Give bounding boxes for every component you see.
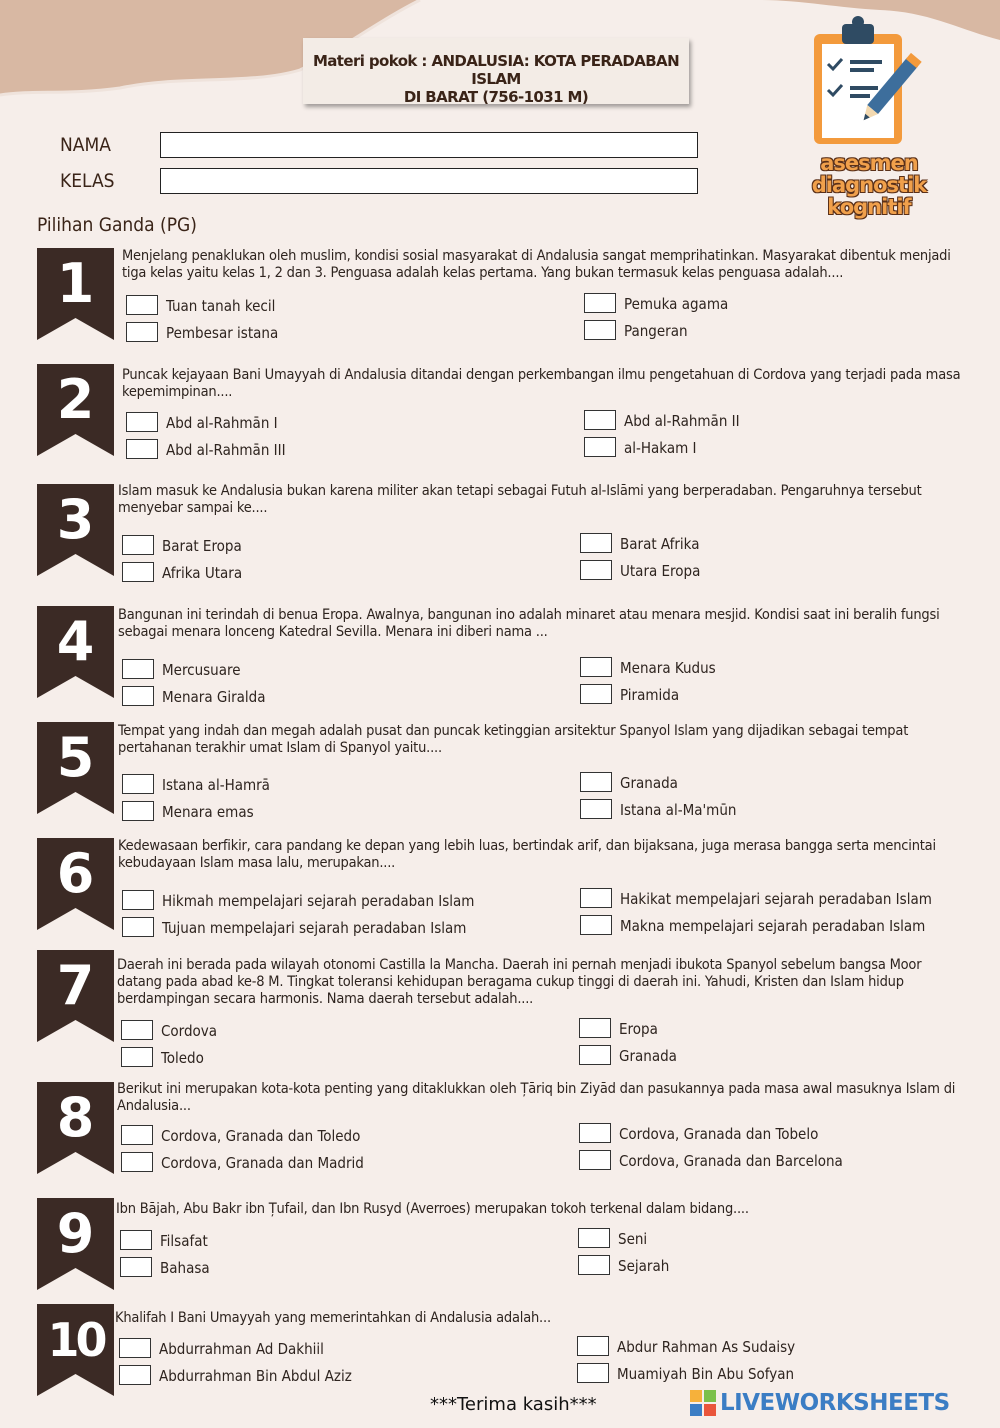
answer-checkbox[interactable] — [122, 535, 154, 555]
answer-label: Granada — [620, 774, 678, 792]
topic-title-line2: DI BARAT (756-1031 M) — [403, 88, 589, 106]
question-number-flag — [37, 484, 114, 576]
answer-checkbox[interactable] — [122, 917, 154, 937]
answer-checkbox[interactable] — [577, 1363, 609, 1383]
answer-checkbox[interactable] — [584, 293, 616, 313]
answer-checkbox[interactable] — [579, 1150, 611, 1170]
liveworksheets-text: LIVEWORKSHEETS — [720, 1390, 950, 1416]
answer-checkbox[interactable] — [580, 533, 612, 553]
answer-label: Toledo — [161, 1049, 204, 1067]
answer-checkbox[interactable] — [577, 1336, 609, 1356]
answer-label: Pangeran — [624, 322, 688, 340]
question-number-flag — [37, 248, 114, 340]
kelas-label: KELAS — [60, 170, 115, 192]
nama-label: NAMA — [60, 134, 111, 156]
question-text: Khalifah I Bani Umayyah yang memerintahkan di Andalusia adalah... — [115, 1310, 551, 1326]
answer-checkbox[interactable] — [580, 657, 612, 677]
kelas-input[interactable] — [160, 168, 698, 194]
question-number-flag — [37, 364, 114, 456]
answer-label: Cordova, Granada dan Tobelo — [619, 1125, 819, 1143]
question-text: Kedewasaan berfikir, cara pandang ke depan yang lebih luas, bertindak arif, dan bijaksana, juga merasa bangga serta mencintai kebudayaan Islam masa lalu, merupakan.... — [118, 838, 936, 871]
answer-checkbox[interactable] — [122, 659, 154, 679]
question-number-flag — [37, 722, 114, 814]
answer-label: Abdurrahman Bin Abdul Aziz — [159, 1367, 352, 1385]
question-number: 2 — [56, 368, 95, 431]
answer-label: Utara Eropa — [620, 562, 701, 580]
answer-checkbox[interactable] — [121, 1125, 153, 1145]
answer-label: Abd al-Rahmān I — [166, 414, 278, 432]
answer-checkbox[interactable] — [120, 1257, 152, 1277]
answer-checkbox[interactable] — [580, 772, 612, 792]
answer-checkbox[interactable] — [126, 412, 158, 432]
answer-checkbox[interactable] — [119, 1365, 151, 1385]
nama-input[interactable] — [160, 132, 698, 158]
question-number-flag — [37, 606, 114, 698]
topic-title — [303, 38, 689, 104]
answer-label: Bahasa — [160, 1259, 210, 1277]
question-number: 7 — [56, 954, 95, 1017]
answer-label: Abdurrahman Ad Dakhiil — [159, 1340, 324, 1358]
answer-label: Abd al-Rahmān III — [166, 441, 286, 459]
answer-label: Makna mempelajari sejarah peradaban Islam — [620, 917, 926, 935]
question-number: 6 — [56, 842, 95, 905]
answer-checkbox[interactable] — [578, 1255, 610, 1275]
answer-label: Cordova, Granada dan Toledo — [161, 1127, 361, 1145]
answer-label: Menara Kudus — [620, 659, 716, 677]
answer-checkbox[interactable] — [580, 888, 612, 908]
answer-label: Sejarah — [618, 1257, 670, 1275]
answer-label: Menara emas — [162, 803, 254, 821]
answer-checkbox[interactable] — [121, 1047, 153, 1067]
question-text: Ibn Bājah, Abu Bakr ibn Țufail, dan Ibn Rusyd (Averroes) merupakan tokoh terkenal dalam bidang.... — [116, 1201, 749, 1217]
answer-checkbox[interactable] — [122, 890, 154, 910]
answer-label: Abd al-Rahmān II — [624, 412, 740, 430]
answer-checkbox[interactable] — [580, 560, 612, 580]
answer-label: Tuan tanah kecil — [166, 297, 276, 315]
answer-checkbox[interactable] — [579, 1018, 611, 1038]
question-number: 3 — [56, 488, 95, 551]
question-number: 4 — [56, 610, 95, 673]
answer-label: Hikmah mempelajari sejarah peradaban Islam — [162, 892, 475, 910]
answer-label: Menara Giralda — [162, 688, 266, 706]
answer-checkbox[interactable] — [122, 562, 154, 582]
answer-label: Pembesar istana — [166, 324, 279, 342]
answer-checkbox[interactable] — [120, 1230, 152, 1250]
badge-line1: asesmen diagnostik — [811, 151, 927, 197]
answer-label: Filsafat — [160, 1232, 208, 1250]
answer-checkbox[interactable] — [122, 774, 154, 794]
answer-label: Cordova — [161, 1022, 218, 1040]
answer-label: Eropa — [619, 1020, 658, 1038]
question-number: 5 — [56, 726, 95, 789]
answer-label: Barat Eropa — [162, 537, 242, 555]
question-number: 9 — [56, 1202, 95, 1265]
answer-label: Cordova, Granada dan Madrid — [161, 1154, 364, 1172]
answer-label: Piramida — [620, 686, 680, 704]
question-text: Bangunan ini terindah di benua Eropa. Awalnya, bangunan ino adalah minaret atau menara mesjid. Kondisi saat ini beralih fungsi sebagai menara lonceng Katedral Sevilla. Menara ini diberi nama ... — [118, 607, 940, 640]
clipboard-icon — [806, 12, 926, 152]
answer-checkbox[interactable] — [126, 439, 158, 459]
question-number-flag — [37, 950, 114, 1042]
question-number-flag — [37, 838, 114, 930]
question-number: 10 — [47, 1313, 104, 1367]
assessment-badge — [760, 152, 978, 218]
answer-label: Seni — [618, 1230, 648, 1248]
question-text: Berikut ini merupakan kota-kota penting yang ditaklukkan oleh Țāriq bin Ziyād dan pasukannya pada masa awal masuknya Islam di Andalusia... — [117, 1081, 956, 1114]
topic-title-line1: Materi pokok : ANDALUSIA: KOTA PERADABAN ISLAM — [312, 52, 680, 88]
badge-line2: kognitif — [827, 195, 911, 219]
answer-label: Mercusuare — [162, 661, 241, 679]
answer-checkbox[interactable] — [584, 410, 616, 430]
question-number-flag — [37, 1082, 114, 1174]
answer-label: Afrika Utara — [162, 564, 243, 582]
question-text: Islam masuk ke Andalusia bukan karena militer akan tetapi sebagai Futuh al-Islāmi yang berperadaban. Pengaruhnya tersebut menyebar sampai ke.... — [118, 483, 922, 516]
answer-checkbox[interactable] — [580, 915, 612, 935]
question-number: 1 — [56, 252, 95, 315]
question-number-flag — [37, 1304, 114, 1396]
answer-label: Cordova, Granada dan Barcelona — [619, 1152, 843, 1170]
answer-label: Pemuka agama — [624, 295, 729, 313]
answer-label: Hakikat mempelajari sejarah peradaban Islam — [620, 890, 932, 908]
answer-checkbox[interactable] — [584, 320, 616, 340]
answer-checkbox[interactable] — [122, 801, 154, 821]
answer-label: Abdur Rahman As Sudaisy — [617, 1338, 796, 1356]
answer-checkbox[interactable] — [122, 686, 154, 706]
question-text: Tempat yang indah dan megah adalah pusat dan puncak ketinggian arsitektur Spanyol Islam yang dijadikan sebagai tempat pertahanan terakhir umat Islam di Spanyol yaitu.... — [118, 723, 909, 756]
answer-checkbox[interactable] — [126, 295, 158, 315]
answer-checkbox[interactable] — [578, 1228, 610, 1248]
answer-label: Barat Afrika — [620, 535, 700, 553]
answer-label: Tujuan mempelajari sejarah peradaban Islam — [162, 919, 467, 937]
answer-checkbox[interactable] — [121, 1152, 153, 1172]
answer-label: Muamiyah Bin Abu Sofyan — [617, 1365, 795, 1383]
answer-checkbox[interactable] — [584, 437, 616, 457]
question-number: 8 — [56, 1086, 95, 1149]
question-text: Daerah ini berada pada wilayah otonomi Castilla la Mancha. Daerah ini pernah menjadi ibukota Spanyol sebelum bangsa Moor datang pada abad ke-8 M. Tingkat toleransi kehidupan beragama cukup tinggi di daerah ini. Yahudi, Kristen dan Islam hidup berdampingan secara harmonis. Nama daerah tersebut adalah.... — [117, 957, 922, 1007]
answer-checkbox[interactable] — [121, 1020, 153, 1040]
answer-label: al-Hakam I — [624, 439, 697, 457]
liveworksheets-grid-icon — [690, 1390, 716, 1416]
answer-label: Istana al-Ma'mūn — [620, 801, 737, 819]
answer-checkbox[interactable] — [580, 799, 612, 819]
thanks-text: ***Terima kasih*** — [430, 1394, 597, 1415]
section-title: Pilihan Ganda (PG) — [37, 214, 197, 236]
answer-checkbox[interactable] — [119, 1338, 151, 1358]
answer-checkbox[interactable] — [579, 1123, 611, 1143]
question-number-flag — [37, 1198, 114, 1290]
answer-checkbox[interactable] — [579, 1045, 611, 1065]
answer-label: Istana al-Hamrā — [162, 776, 270, 794]
answer-checkbox[interactable] — [126, 322, 158, 342]
question-text: Menjelang penaklukan oleh muslim, kondisi sosial masyarakat di Andalusia sangat memprihatinkan. Masyarakat dibentuk menjadi tiga kelas yaitu kelas 1, 2 dan 3. Penguasa adalah kelas pertama. Yang bukan termasuk kelas penguasa adalah.... — [122, 248, 951, 281]
answer-label: Granada — [619, 1047, 677, 1065]
answer-checkbox[interactable] — [580, 684, 612, 704]
question-text: Puncak kejayaan Bani Umayyah di Andalusia ditandai dengan perkembangan ilmu pengetahuan di Cordova yang terjadi pada masa kepemimpinan.... — [122, 367, 961, 400]
